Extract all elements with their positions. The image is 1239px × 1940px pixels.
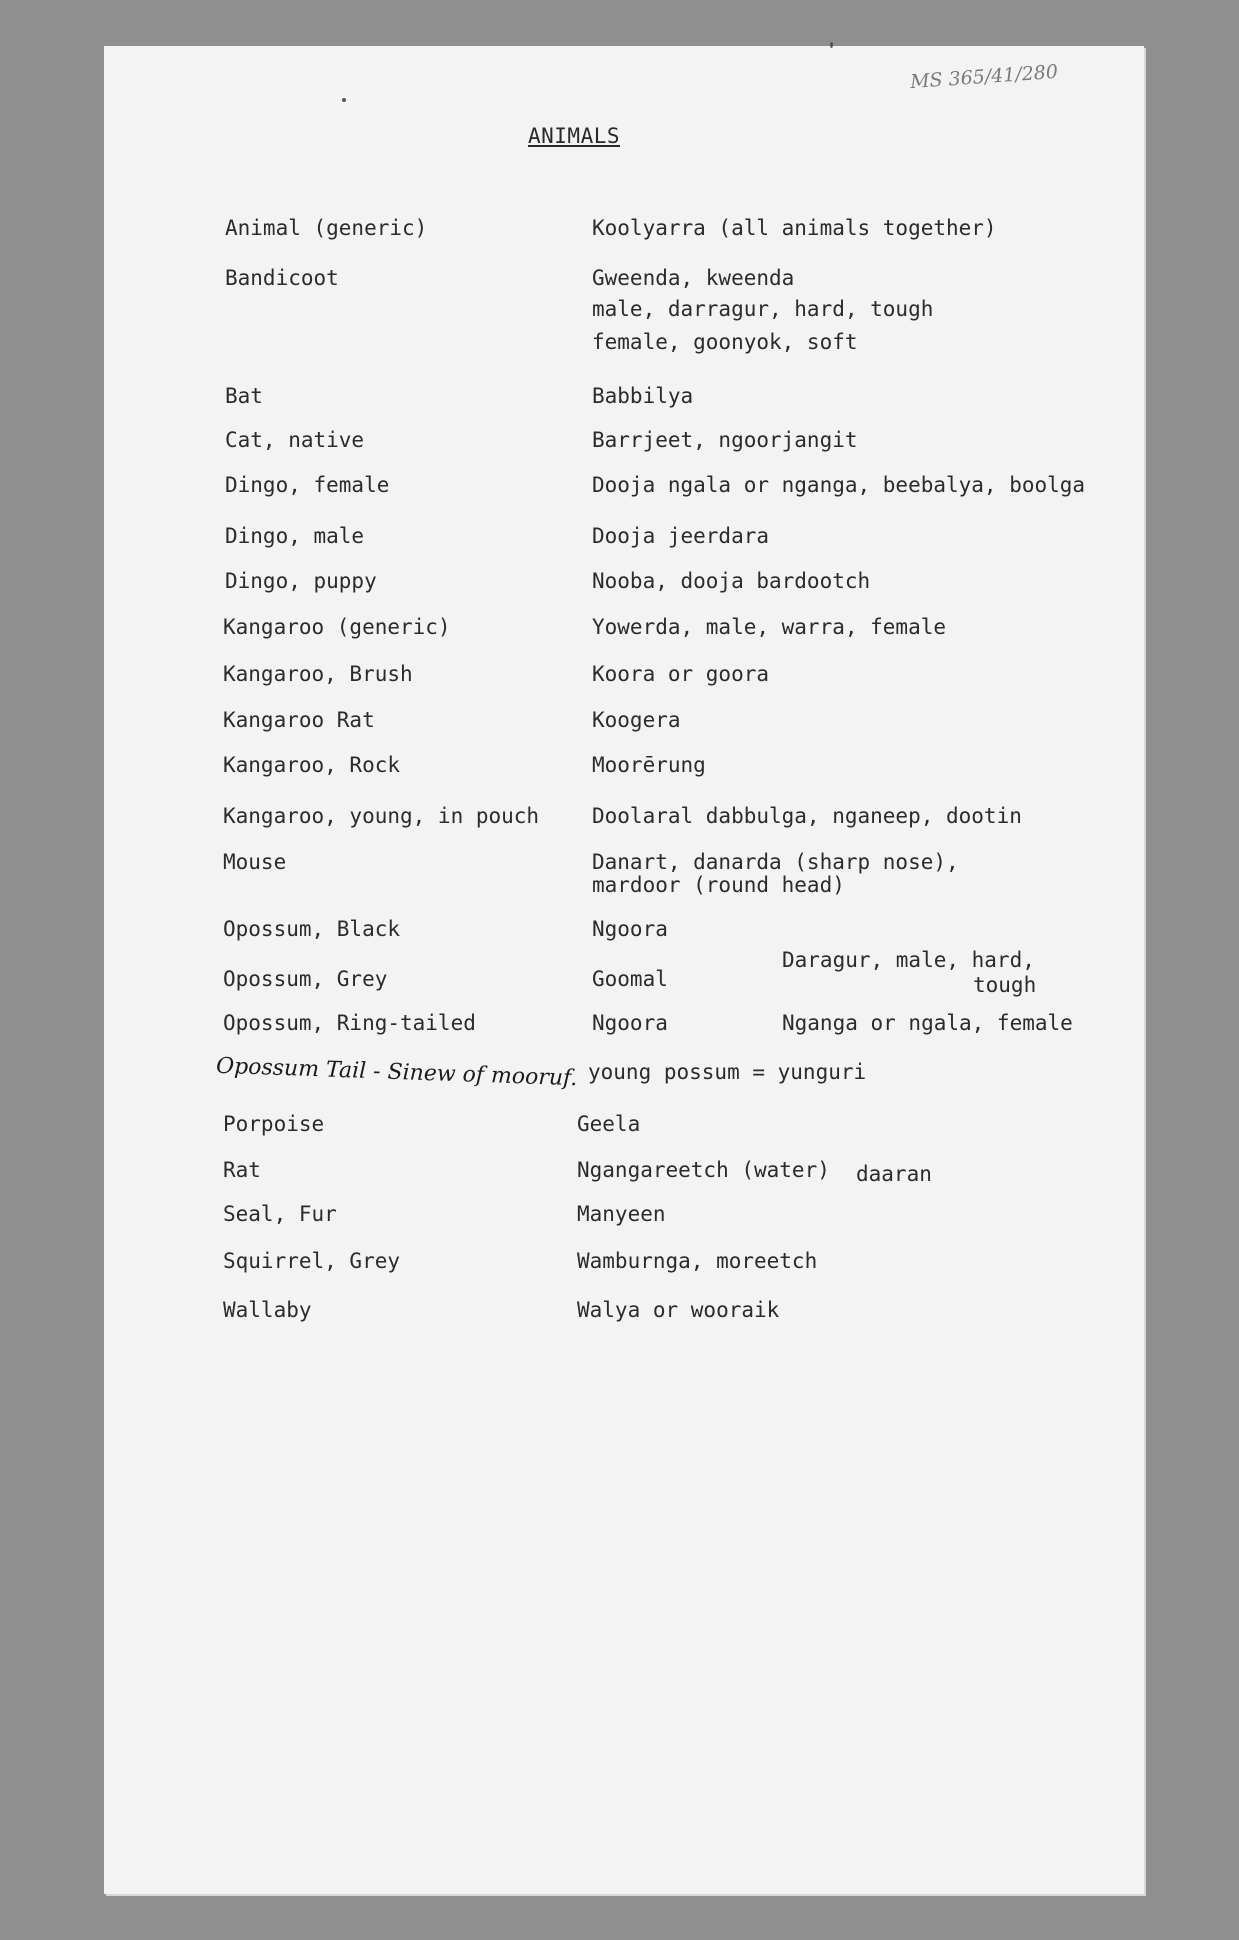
entry-term: Barrjeet, ngoorjangit bbox=[592, 428, 858, 452]
entry-term: Koora or goora bbox=[592, 662, 770, 686]
reference-number: MS 365/41/280 bbox=[909, 60, 1059, 94]
entry-name: Animal (generic) bbox=[225, 216, 428, 240]
entry-term: Manyeen bbox=[577, 1202, 666, 1226]
entry-name: Porpoise bbox=[223, 1112, 325, 1136]
opossum-note-male: Daragur, male, hard, bbox=[782, 948, 1035, 972]
entry-name: Kangaroo (generic) bbox=[223, 615, 451, 639]
entry-name: Dingo, male bbox=[225, 524, 365, 548]
entry-term: Doolaral dabbulga, nganeep, dootin bbox=[592, 804, 1022, 828]
opossum-note-female: Nganga or ngala, female bbox=[782, 1011, 1073, 1035]
entry-term: Koogera bbox=[592, 708, 681, 732]
entry-term: Koolyarra (all animals together) bbox=[592, 216, 997, 240]
young-possum-note: young possum = yunguri bbox=[588, 1060, 867, 1084]
entry-name: Wallaby bbox=[223, 1298, 312, 1322]
entry-term: Ngangareetch (water) bbox=[577, 1158, 830, 1182]
entry-term: mardoor (round head) bbox=[592, 873, 845, 897]
entry-name: Dingo, puppy bbox=[225, 569, 377, 593]
page-title: ANIMALS bbox=[528, 124, 621, 148]
entry-term: Babbilya bbox=[592, 384, 694, 408]
entry-term: Yowerda, male, warra, female bbox=[592, 615, 947, 639]
handwritten-annotation: Opossum Tail - Sinew of mooruf. bbox=[215, 1053, 578, 1092]
entry-term: Dooja ngala or nganga, beebalya, boolga bbox=[592, 473, 1086, 497]
entry-term: Walya or wooraik bbox=[577, 1298, 780, 1322]
entry-term: Danart, danarda (sharp nose), bbox=[592, 850, 959, 874]
entry-name: Bandicoot bbox=[225, 266, 339, 290]
entry-name: Rat bbox=[223, 1158, 261, 1182]
entry-name: Kangaroo, Rock bbox=[223, 753, 401, 777]
entry-term: Gweenda, kweenda bbox=[592, 266, 795, 290]
entry-term: Ngoora bbox=[592, 1011, 668, 1035]
entry-term: Dooja jeerdara bbox=[592, 524, 770, 548]
entry-term: Wamburnga, moreetch bbox=[577, 1249, 818, 1273]
entry-name: Mouse bbox=[223, 850, 287, 874]
entry-term: Goomal bbox=[592, 967, 668, 991]
entry-term: female, goonyok, soft bbox=[592, 330, 858, 354]
entry-name: Kangaroo Rat bbox=[223, 708, 375, 732]
entry-name: Seal, Fur bbox=[223, 1202, 337, 1226]
entry-name: Opossum, Grey bbox=[223, 967, 388, 991]
document-page bbox=[104, 46, 1144, 1894]
entry-name: Kangaroo, Brush bbox=[223, 662, 413, 686]
paper-speck bbox=[342, 98, 346, 102]
entry-term: Moorērung bbox=[592, 753, 706, 777]
entry-name: Opossum, Black bbox=[223, 917, 401, 941]
paper-speck bbox=[830, 42, 833, 48]
entry-name: Squirrel, Grey bbox=[223, 1249, 401, 1273]
entry-name: Kangaroo, young, in pouch bbox=[223, 804, 540, 828]
entry-name: Cat, native bbox=[225, 428, 365, 452]
entry-term-extra: daaran bbox=[856, 1162, 932, 1186]
entry-name: Opossum, Ring-tailed bbox=[223, 1011, 476, 1035]
entry-term: Ngoora bbox=[592, 917, 668, 941]
entry-term: Nooba, dooja bardootch bbox=[592, 569, 871, 593]
entry-term: Geela bbox=[577, 1112, 641, 1136]
entry-name: Bat bbox=[225, 384, 263, 408]
entry-name: Dingo, female bbox=[225, 473, 390, 497]
opossum-note-male-cont: tough bbox=[973, 973, 1037, 997]
entry-term: male, darragur, hard, tough bbox=[592, 297, 934, 321]
